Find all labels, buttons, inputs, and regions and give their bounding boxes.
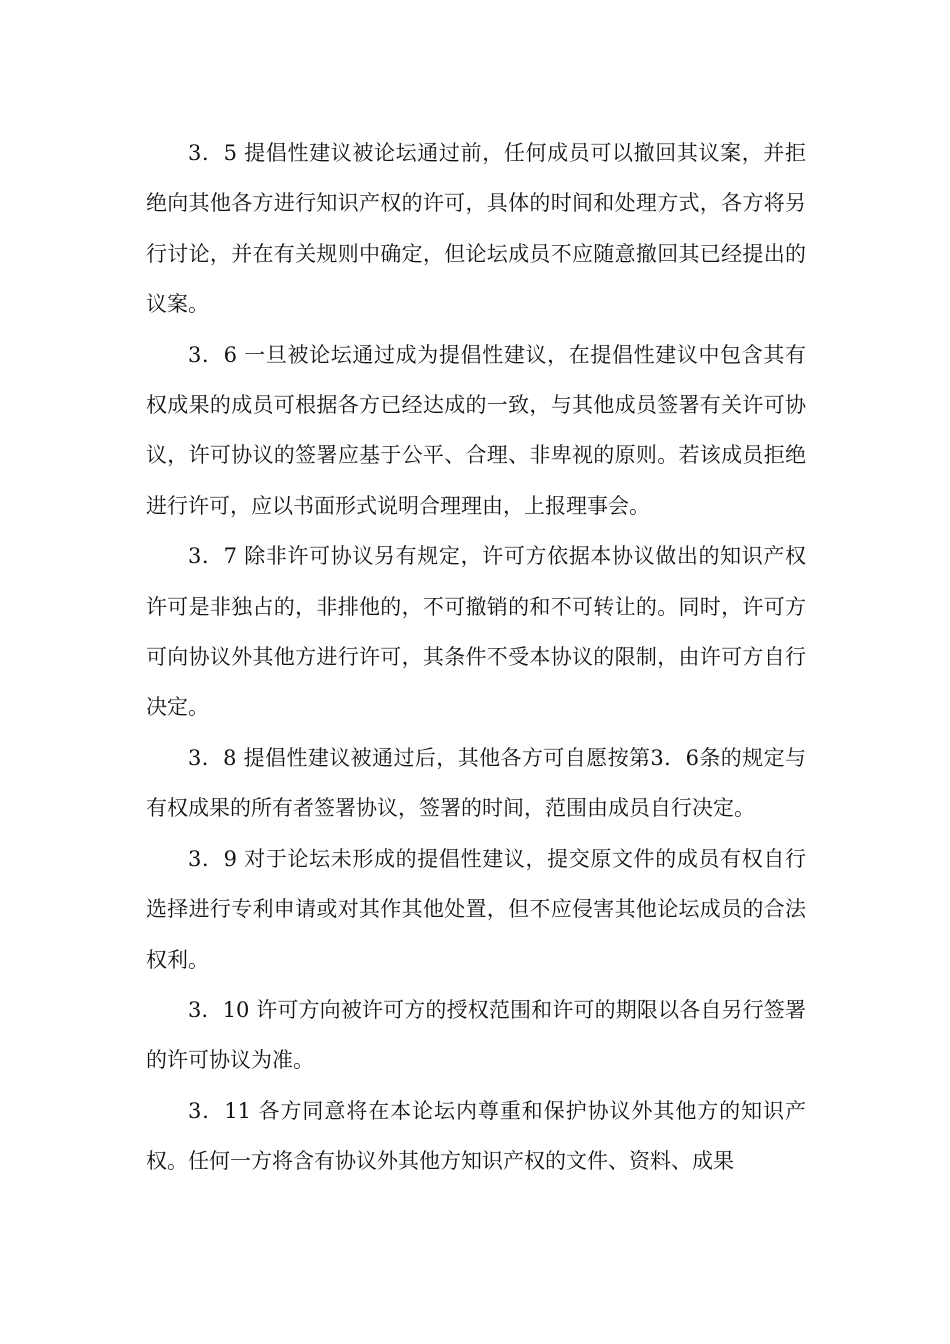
document-body (146, 128, 806, 1187)
clause-3-11: 3．11 各方同意将在本论坛内尊重和保护协议外其他方的知识产权。任何一方将含有协议外其他方知识产权的文件、资料、成果 (146, 1098, 806, 1174)
clause-3-5: 3．5 提倡性建议被论坛通过前，任何成员可以撤回其议案，并拒绝向其他各方进行知识产权的许可，具体的时间和处理方式，各方将另行讨论，并在有关规则中确定，但论坛成员不应随意撤回其已经提出的议案。 (146, 141, 806, 317)
clause-3-10: 3．10 许可方向被许可方的授权范围和许可的期限以各自另行签署的许可协议为准。 (146, 997, 806, 1073)
clause-3-8: 3．8 提倡性建议被通过后，其他各方可自愿按第3．6条的规定与有权成果的所有者签署协议，签署的时间，范围由成员自行决定。 (146, 745, 806, 821)
clause-3-9: 3．9 对于论坛未形成的提倡性建议，提交原文件的成员有权自行选择进行专利申请或对其作其他处置，但不应侵害其他论坛成员的合法权利。 (146, 846, 806, 972)
clause-3-7: 3．7 除非许可协议另有规定，许可方依据本协议做出的知识产权许可是非独占的，非排他的，不可撤销的和不可转让的。同时，许可方可向协议外其他方进行许可，其条件不受本协议的限制，由许可方自行决定。 (146, 544, 806, 720)
clause-3-6: 3．6 一旦被论坛通过成为提倡性建议，在提倡性建议中包含其有权成果的成员可根据各方已经达成的一致，与其他成员签署有关许可协议，许可协议的签署应基于公平、合理、非卑视的原则。若该成员拒绝进行许可，应以书面形式说明合理理由，上报理事会。 (146, 342, 806, 518)
